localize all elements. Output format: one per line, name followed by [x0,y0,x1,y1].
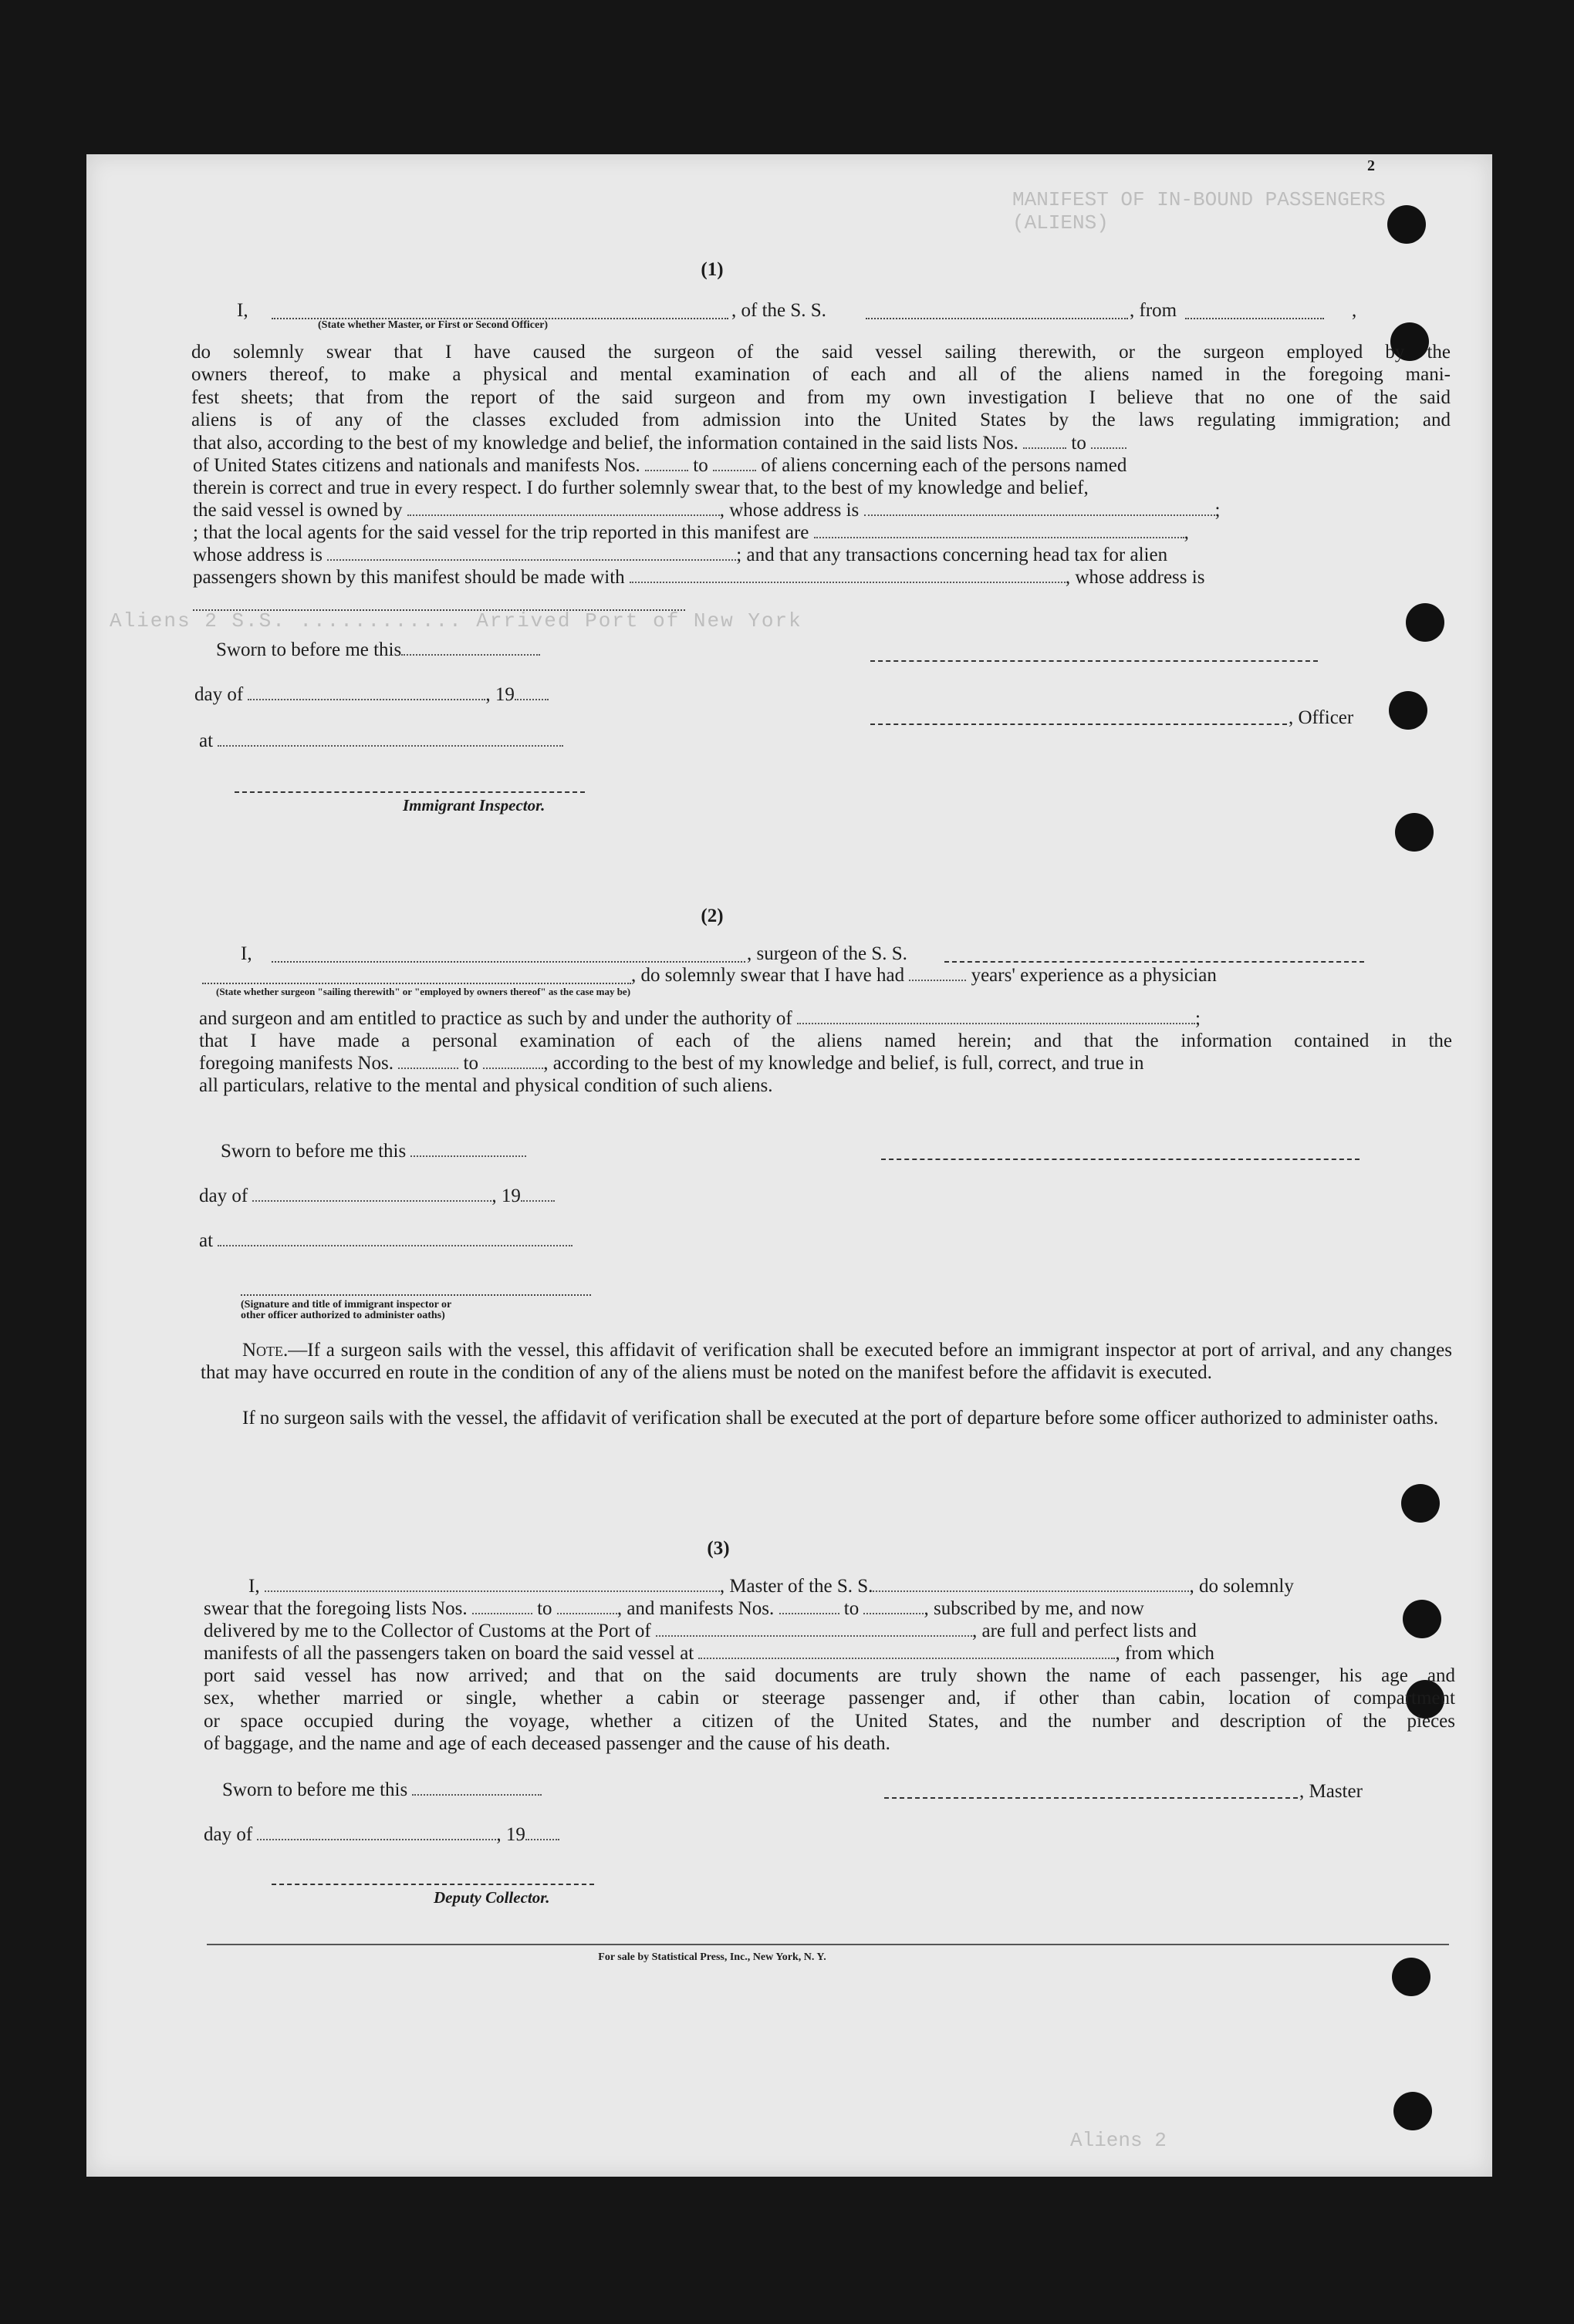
s1-line: owners thereof, to make a physical and mental examination of each and all of the aliens named in the foregoing mani- [191,364,1451,386]
s2-signature-line [881,1159,1360,1160]
s3-collector-caption: Deputy Collector. [434,1888,550,1907]
s2-signature-title-line [241,1294,591,1296]
s1-sworn: Sworn to before me this [216,639,540,662]
s3-body [204,1665,1455,1755]
s1-line-owned: the said vessel is owned by , whose address is ; [193,500,1221,521]
s2-sig-caption-1: (Signature and title of immigrant inspector or [241,1299,452,1310]
s2-line-manifests: foregoing manifests Nos. to , according to the best of my knowledge and belief, is full, correct, and true in [199,1053,1144,1074]
s1-line-agents: ; that the local agents for the said vessel for the trip reported in this manifest are , [193,522,1189,543]
binder-hole [1389,691,1427,730]
bleed-through-text: Aliens 2 S.S. ............ Arrived Port of New York [110,609,802,632]
binder-hole [1403,1600,1441,1638]
bleed-through-text: Aliens 2 [1070,2129,1167,2152]
binder-hole [1393,2092,1432,2130]
s2-vessel-blank [944,961,1364,963]
footer-rule [207,1944,1449,1945]
s3-day-of: day of , 19 [204,1823,559,1847]
s3-line-1: I, , Master of the S. S. , do solemnly [248,1576,1294,1597]
s1-line: aliens is of any of the classes excluded from admission into the United States by the laws regulating immigration; and [191,409,1451,430]
section-2-heading: (2) [701,906,724,926]
s1-inspector-caption: Immigrant Inspector. [403,796,545,815]
s3-line: sex, whether married or single, whether a cabin or steerage passenger and, if other than cabin, location of compartment [204,1688,1455,1709]
s2-i-label: I, [241,943,252,964]
page-corner-mark: 2 [1367,157,1375,174]
s1-line-lists: that also, according to the best of my knowledge and belief, the information contained in the said lists Nos. to [193,432,1126,455]
s1-officer: , Officer [1289,707,1354,728]
s2-at: at [199,1229,573,1253]
s2-surgeon-of: , surgeon of the S. S. [747,943,907,964]
s1-signature-line [870,660,1318,662]
s3-collector-line [272,1884,594,1885]
s2-capacity-blank [202,983,631,984]
s1-of-the-ss: , of the S. S. [731,300,826,321]
s1-line: do solemnly swear that I have caused the surgeon of the said vessel sailing therewith, or the surgeon employed by the [191,342,1451,363]
s2-line-authority: and surgeon and am entitled to practice as such by and under the authority of ; [199,1008,1201,1029]
section-3-heading: (3) [707,1538,730,1559]
s1-i-label: I, [237,300,248,321]
s3-line-4: manifests of all the passengers taken on board the said vessel at , from which [204,1643,1214,1664]
bleed-through-text: MANIFEST OF IN-BOUND PASSENGERS (ALIENS) [1012,188,1386,234]
binder-hole [1395,813,1434,852]
s3-master-signature-line [884,1797,1298,1799]
s1-vessel-blank [866,318,1128,319]
s2-note-1: Note.—If a surgeon sails with the vessel, this affidavit of verification shall be executed before an immigrant inspector at port of arrival, and any changes that may have occurred en route in the condition of any of the aliens must be noted on the manifest before the affidavit is executed. [201,1340,1452,1384]
s3-line: or space occupied during the voyage, whether a citizen of the United States, and the number and description of the pieces [204,1710,1455,1732]
binder-hole [1387,205,1426,244]
s2-note-2: If no surgeon sails with the vessel, the affidavit of verification shall be executed at the port of departure before some officer authorized to administer oaths. [242,1408,1439,1428]
s1-line-correct: therein is correct and true in every respect. I do further solemnly swear that, to the best of my knowledge and belief, [193,477,1089,498]
s1-officer-caption: (State whether Master, or First or Second Officer) [318,319,549,331]
section-1-heading: (1) [701,259,724,280]
s1-line: fest sheets; that from the report of the said surgeon and from my own investigation I believe that no one of the said [191,386,1451,408]
s3-line: port said vessel has now arrived; and that on the said documents are truly shown the name of each passenger, his age and [204,1665,1455,1686]
s1-from: , from [1130,300,1177,321]
s2-swear: , do solemnly swear that I have had years' experience as a physician [631,965,1217,986]
s3-line-2: swear that the foregoing lists Nos. to , and manifests Nos. to , subscribed by me, and now [204,1598,1144,1619]
s1-from-blank [1185,318,1324,319]
s1-body [191,341,1451,431]
s1-line-head-tax: passengers shown by this manifest should be made with , whose address is [193,567,1205,588]
s2-caption: (State whether surgeon "sailing therewith" or "employed by owners thereof" as the case may be) [216,986,631,997]
s3-line-3: delivered by me to the Collector of Customs at the Port of , are full and perfect lists and [204,1621,1197,1641]
s3-master: , Master [1299,1781,1363,1802]
s2-line-particulars: all particulars, relative to the mental and physical condition of such aliens. [199,1075,773,1096]
s3-line: of baggage, and the name and age of each deceased passenger and the cause of his death. [204,1732,890,1754]
s2-line-examination: that I have made a personal examination of each of the aliens named herein; and that the information contained in the [199,1030,1452,1051]
s1-address-blank [193,609,685,611]
s2-sig-caption-2: other officer authorized to administer oaths) [241,1310,445,1321]
binder-hole [1401,1484,1440,1523]
s2-sworn: Sworn to before me this [221,1140,526,1163]
printer-imprint: For sale by Statistical Press, Inc., New York, N. Y. [598,1951,826,1963]
s1-inspector-line [235,791,585,793]
binder-hole [1406,603,1444,642]
s1-day-of: day of , 19 [194,683,549,707]
document-sheet: MANIFEST OF IN-BOUND PASSENGERS (ALIENS) Aliens 2 S.S. ............ Arrived Port of New York Aliens 2 2 (1) I, , of the S. S. , from , (State whether Master, or First or Second Officer) do solemnly swear that I have caused the surgeon of the said vessel sailing therewith, or the surgeon employed by the owners thereof, to make a physical and mental examination of each and all of the aliens named in the foregoing mani- fest sheets; that from the report of the said surgeon and from my own investigation I believe that no one of the said aliens is of any of the classes excluded from admission into the United States by the laws regulating immigration; and that also, according to the best of my knowledge and belief, the information contained in the said lists Nos. to of United States citizens and nationals and manifests Nos. to of aliens concerning each of the persons named therein is correct and true in every respect. I do further solemnly swear that, to the best of my knowledge and belief, the said vessel is owned by , whose address is ; ; that the local agents for the said vessel for the trip reported in this manifest are , whose address is ; and that any transactions concerning head tax for alien passengers shown by this manifest should be made with , whose address is Sworn to before me this day of , 19 , Officer at Immigrant Inspector. (2) I, , surgeon of the S. S. , do solemnly swear that I have had years' experience as a physician (State whether surgeon "sailing therewith" or "employed by owners thereof" as the case may be) and surgeon and am entitled to practice as such by and under the authority of ; that I have made a personal examination of each of the aliens named herein; and that the information contained in the foregoing manifests Nos. to , according to the best of my knowledge and belief, is full, correct, and true in all particulars, relative to the mental and physical condition of such aliens. Sworn to before me this day of , 19 at (Signature and title of immigrant inspector or other officer authorized to administer oaths) Note.—If a surgeon sails with the vessel, this affidavit of verification shall be executed before an immigrant inspector at port of arrival, and any changes that may have occurred en route in the condition of any of the aliens must be noted on the manifest before the affidavit is executed. If no surgeon sails with the vessel, the affidavit of verification shall be executed at the port of departure before some officer authorized to administer oaths. (3) I, , Master of the S. S. , do solemnly swear that the foregoing lists Nos. to , and manifests Nos. to , subscribed by me, and now delivered by me to the Collector of Customs at the Port of , are full and perfect lists and manifests of all the passengers taken on board the said vessel at , from which port said vessel has now arrived; and that on the said documents are truly shown the name of each passenger, his age and sex, whether married or single, whether a cabin or steerage passenger and, if other than cabin, location of compartment or space occupied during the voyage, whether a citizen of the United States, and the number and description of the pieces of baggage, and the name and age of each deceased passenger and the cause of his death. Sworn to before me this , Master day of , 19 Deputy Collector. For sale by Statistical Press, Inc., New York, N. Y. [86,154,1492,2177]
s1-line-manifests: of United States citizens and nationals and manifests Nos. to of aliens concerning each of the persons named [193,455,1127,476]
s2-day-of: day of , 19 [199,1185,555,1208]
s1-at: at [199,730,563,753]
s1-line-address: whose address is ; and that any transactions concerning head tax for alien [193,545,1168,565]
s1-officer-signature-line [870,724,1287,725]
s3-sworn: Sworn to before me this [222,1779,542,1802]
s2-name-blank [272,961,745,963]
